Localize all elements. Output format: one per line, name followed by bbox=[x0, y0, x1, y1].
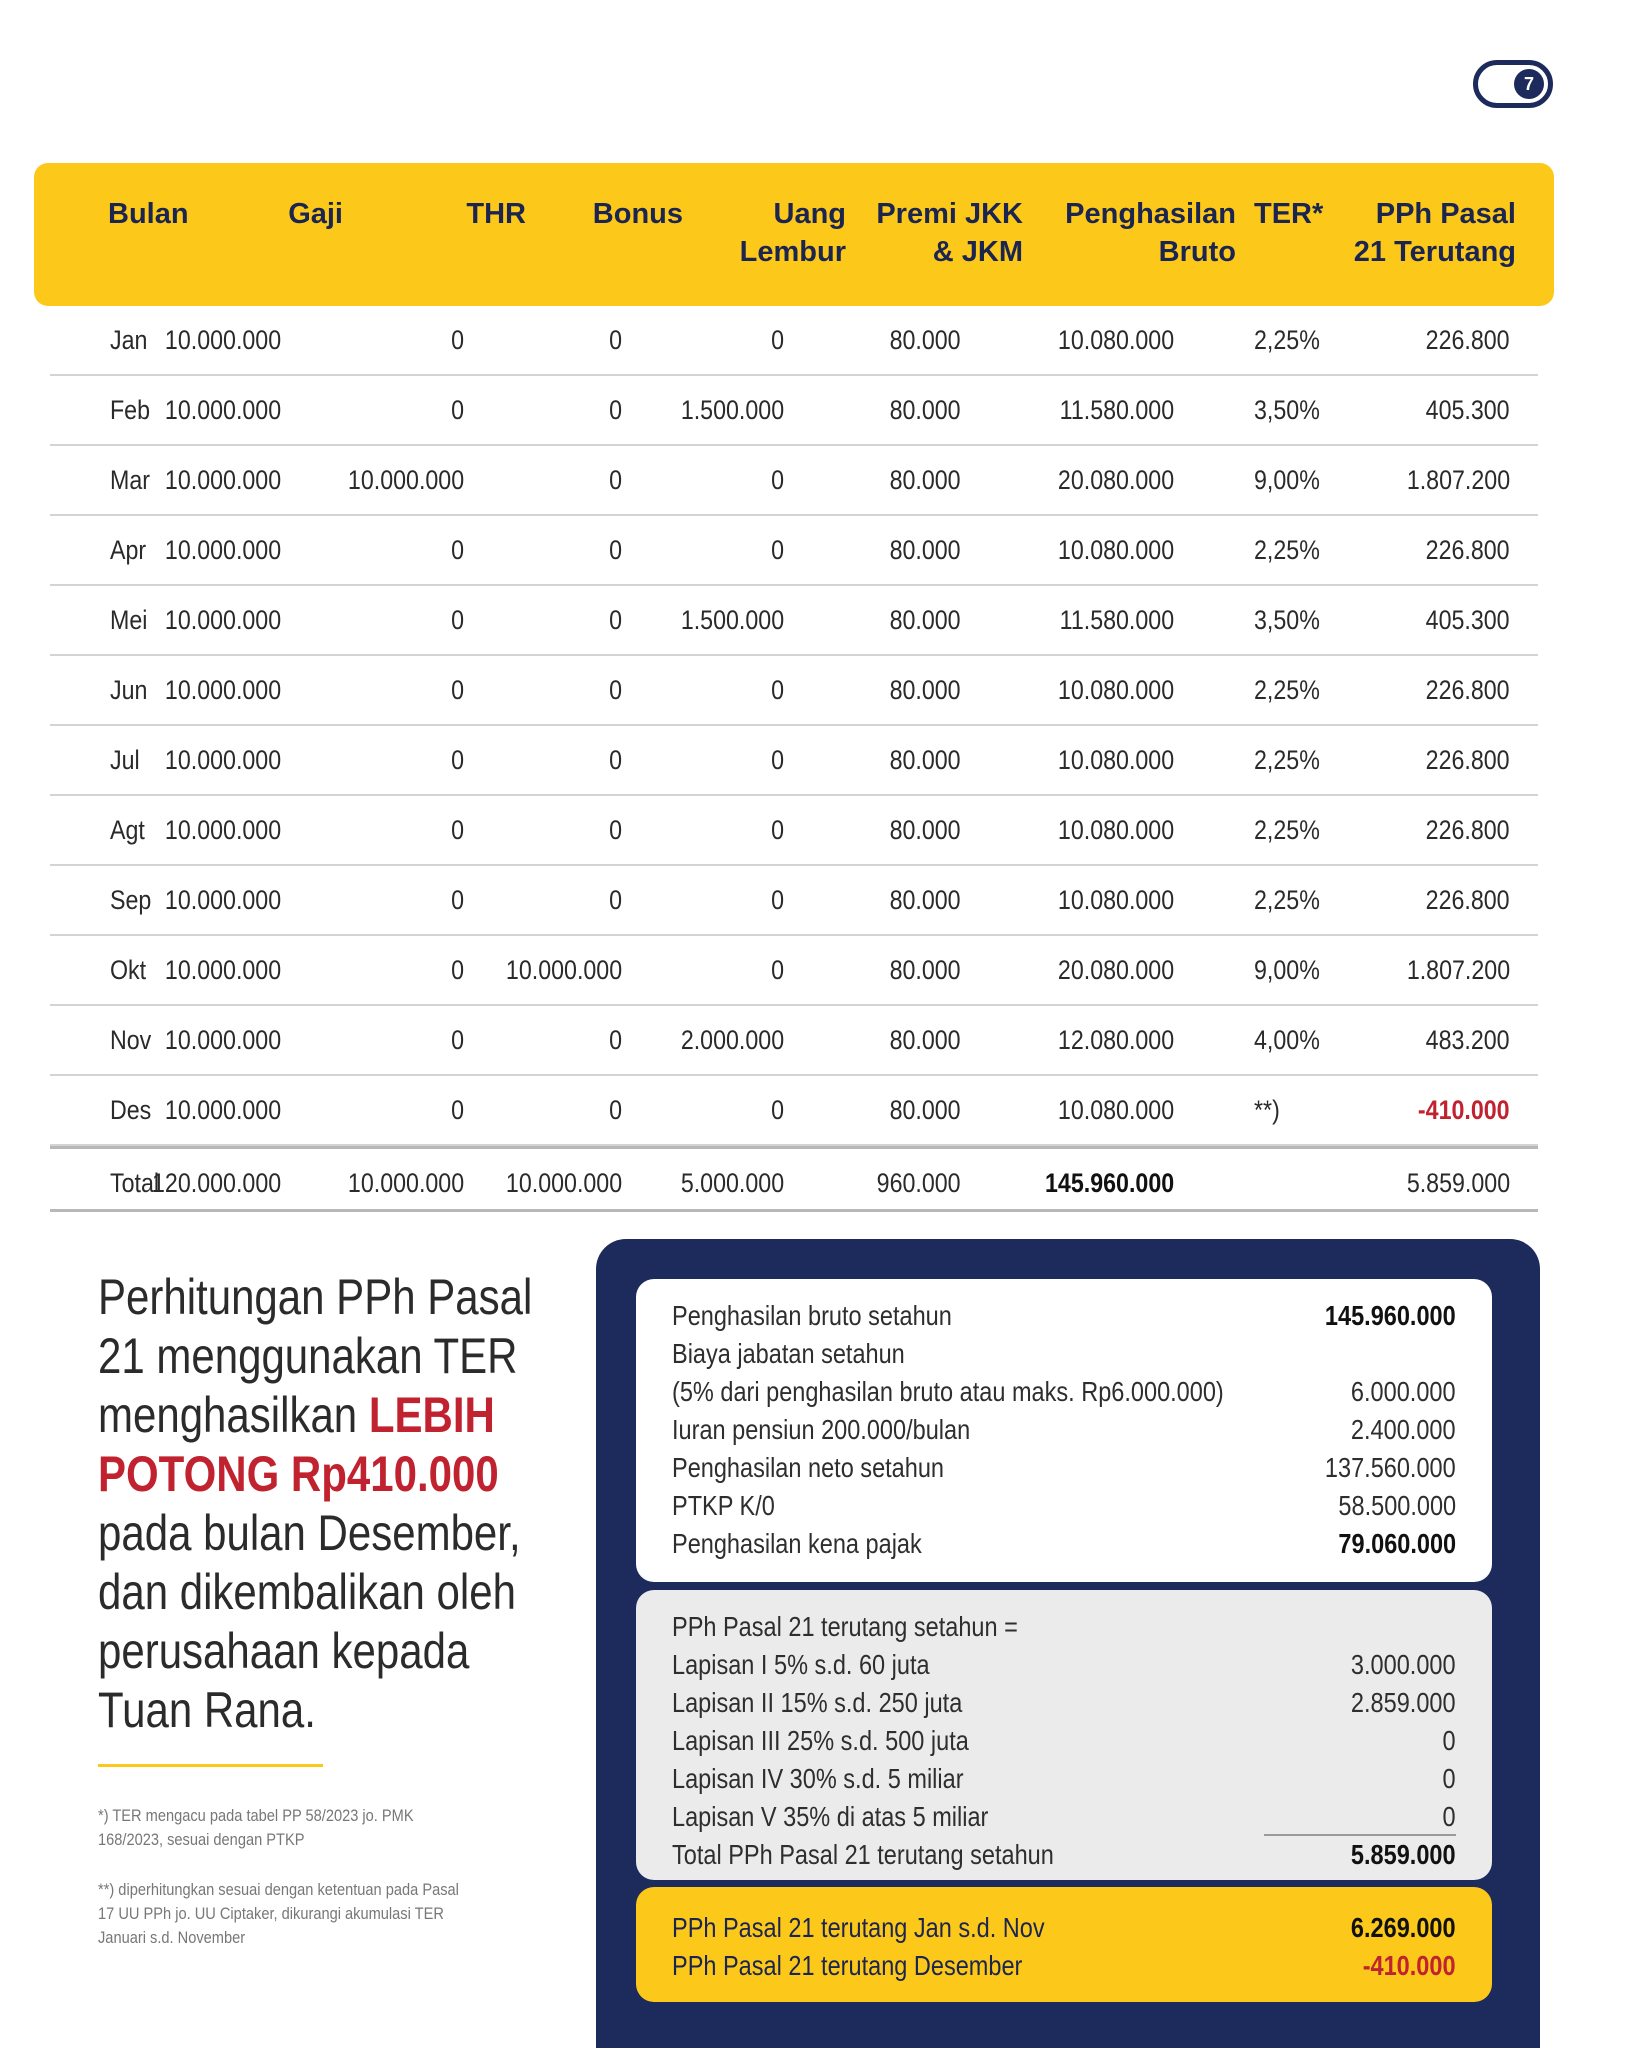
cell-premi: 80.000 bbox=[889, 1025, 961, 1055]
cell-ter: 9,00% bbox=[1254, 955, 1320, 985]
cell-bonus: 10.000.000 bbox=[505, 1168, 622, 1198]
cell-bulan: Jun bbox=[110, 675, 148, 705]
calc-line bbox=[672, 1411, 1456, 1449]
calc-value: 6.000.000 bbox=[1351, 1376, 1456, 1407]
cell-bruto: 10.080.000 bbox=[1057, 325, 1174, 355]
cell-thr: 0 bbox=[451, 955, 464, 985]
table-row bbox=[50, 796, 1538, 866]
calc-line bbox=[672, 1722, 1456, 1760]
calc-line bbox=[672, 1646, 1456, 1684]
cell-thr: 0 bbox=[451, 325, 464, 355]
cell-pph: -410.000 bbox=[1418, 1095, 1510, 1125]
cell-bulan: Jul bbox=[110, 745, 140, 775]
cell-bulan: Des bbox=[110, 1095, 152, 1125]
calc-line bbox=[672, 1947, 1456, 1985]
calc-value: 3.000.000 bbox=[1351, 1649, 1456, 1680]
header-thr: THR bbox=[466, 198, 526, 230]
header-bonus: Bonus bbox=[592, 198, 683, 230]
cell-ter: 2,25% bbox=[1254, 885, 1320, 915]
cell-gaji: 10.000.000 bbox=[164, 535, 281, 565]
cell-pph: 405.300 bbox=[1426, 395, 1510, 425]
page-number-badge bbox=[1473, 60, 1553, 108]
calc-line bbox=[672, 1760, 1456, 1798]
cell-thr: 0 bbox=[451, 745, 464, 775]
cell-lembur: 1.500.000 bbox=[680, 605, 784, 635]
calc-label: PPh Pasal 21 terutang setahun = bbox=[672, 1611, 1018, 1642]
calc-value: 0 bbox=[1442, 1725, 1456, 1756]
calc-value: 0 bbox=[1442, 1801, 1456, 1832]
table-row bbox=[50, 726, 1538, 796]
calc-label: Lapisan V 35% di atas 5 miliar bbox=[672, 1801, 989, 1832]
cell-bruto: 10.080.000 bbox=[1057, 675, 1174, 705]
calc-line bbox=[672, 1525, 1456, 1563]
cell-bonus: 0 bbox=[609, 325, 622, 355]
calc-value: 2.400.000 bbox=[1351, 1414, 1456, 1445]
table-row bbox=[50, 376, 1538, 446]
cell-premi: 80.000 bbox=[889, 325, 961, 355]
cell-gaji: 10.000.000 bbox=[164, 605, 281, 635]
footnote-des: **) diperhitungkan sesuai dengan ketentuan pada Pasal 17 UU PPh jo. UU Ciptaker, dikurangi akumulasi TER Januari s.d. November bbox=[98, 1880, 459, 1947]
cell-bonus: 0 bbox=[609, 675, 622, 705]
cell-pph: 226.800 bbox=[1426, 885, 1510, 915]
cell-pph: 226.800 bbox=[1426, 535, 1510, 565]
cell-ter: 4,00% bbox=[1254, 1025, 1320, 1055]
cell-premi: 80.000 bbox=[889, 745, 961, 775]
cell-lembur: 0 bbox=[771, 325, 784, 355]
cell-bonus: 0 bbox=[609, 815, 622, 845]
cell-gaji: 10.000.000 bbox=[164, 465, 281, 495]
cell-gaji: 10.000.000 bbox=[164, 1095, 281, 1125]
cell-thr: 0 bbox=[451, 395, 464, 425]
cell-gaji: 10.000.000 bbox=[164, 745, 281, 775]
cell-thr: 0 bbox=[451, 675, 464, 705]
header-pph: PPh Pasal 21 Terutang bbox=[1353, 198, 1516, 268]
cell-lembur: 0 bbox=[771, 745, 784, 775]
cell-bonus: 0 bbox=[609, 395, 622, 425]
calc-line bbox=[672, 1487, 1456, 1525]
calc-label: Iuran pensiun 200.000/bulan bbox=[672, 1414, 971, 1445]
header-uang-lembur: Uang Lembur bbox=[739, 198, 846, 268]
calc-card-result bbox=[636, 1887, 1492, 2002]
cell-lembur: 0 bbox=[771, 465, 784, 495]
cell-bulan: Total bbox=[110, 1168, 160, 1198]
cell-lembur: 0 bbox=[771, 885, 784, 915]
table-row bbox=[50, 1076, 1538, 1146]
calc-label: Lapisan I 5% s.d. 60 juta bbox=[672, 1649, 930, 1680]
cell-bruto: 20.080.000 bbox=[1057, 955, 1174, 985]
cell-bruto: 145.960.000 bbox=[1044, 1168, 1174, 1198]
calc-label: Penghasilan bruto setahun bbox=[672, 1300, 952, 1331]
cell-bulan: Feb bbox=[110, 395, 151, 425]
cell-bulan: Apr bbox=[110, 535, 147, 565]
cell-thr: 0 bbox=[451, 605, 464, 635]
cell-gaji: 120.000.000 bbox=[151, 1168, 281, 1198]
cell-bulan: Mar bbox=[110, 465, 150, 495]
cell-ter: 2,25% bbox=[1254, 675, 1320, 705]
cell-ter: 2,25% bbox=[1254, 325, 1320, 355]
cell-ter: **) bbox=[1254, 1095, 1280, 1125]
calc-line bbox=[672, 1836, 1456, 1874]
cell-thr: 0 bbox=[451, 1095, 464, 1125]
calc-label: Penghasilan neto setahun bbox=[672, 1452, 945, 1483]
cell-premi: 960.000 bbox=[877, 1168, 961, 1198]
calc-label: PPh Pasal 21 terutang Desember bbox=[672, 1950, 1023, 1981]
cell-ter: 2,25% bbox=[1254, 535, 1320, 565]
header-ter: TER* bbox=[1254, 198, 1324, 230]
cell-lembur: 0 bbox=[771, 955, 784, 985]
calc-value: 6.269.000 bbox=[1351, 1912, 1456, 1943]
footnote-ter: *) TER mengacu pada tabel PP 58/2023 jo. PMK 168/2023, sesuai dengan PTKP bbox=[98, 1806, 414, 1849]
table-row bbox=[50, 516, 1538, 586]
calc-line bbox=[672, 1335, 1456, 1373]
cell-pph: 5.859.000 bbox=[1406, 1168, 1510, 1198]
calc-value: 79.060.000 bbox=[1338, 1528, 1456, 1559]
cell-bonus: 0 bbox=[609, 885, 622, 915]
calc-line bbox=[672, 1684, 1456, 1722]
cell-bonus: 0 bbox=[609, 1095, 622, 1125]
cell-thr: 0 bbox=[451, 885, 464, 915]
cell-bruto: 12.080.000 bbox=[1057, 1025, 1174, 1055]
calc-value: 137.560.000 bbox=[1325, 1452, 1456, 1483]
cell-bonus: 0 bbox=[609, 745, 622, 775]
cell-bulan: Jan bbox=[110, 325, 148, 355]
calc-label: Penghasilan kena pajak bbox=[672, 1528, 922, 1559]
cell-thr: 10.000.000 bbox=[347, 465, 464, 495]
calc-label: Biaya jabatan setahun bbox=[672, 1338, 905, 1369]
table-body bbox=[50, 306, 1538, 1212]
header-bulan: Bulan bbox=[108, 198, 189, 230]
cell-thr: 0 bbox=[451, 1025, 464, 1055]
lead-divider bbox=[98, 1764, 323, 1767]
calc-line bbox=[672, 1449, 1456, 1487]
cell-bonus: 0 bbox=[609, 605, 622, 635]
cell-bulan: Agt bbox=[110, 815, 145, 845]
cell-pph: 405.300 bbox=[1426, 605, 1510, 635]
table-row bbox=[50, 936, 1538, 1006]
lead-text bbox=[98, 1268, 535, 1740]
cell-premi: 80.000 bbox=[889, 465, 961, 495]
cell-gaji: 10.000.000 bbox=[164, 1025, 281, 1055]
cell-gaji: 10.000.000 bbox=[164, 675, 281, 705]
cell-gaji: 10.000.000 bbox=[164, 955, 281, 985]
calc-label: PPh Pasal 21 terutang Jan s.d. Nov bbox=[672, 1912, 1045, 1943]
cell-pph: 226.800 bbox=[1426, 745, 1510, 775]
cell-ter: 3,50% bbox=[1254, 605, 1320, 635]
lead-part2: pada bulan Desember, dan dikembalikan oleh perusahaan kepada Tuan Rana. bbox=[98, 1505, 521, 1738]
cell-ter: 9,00% bbox=[1254, 465, 1320, 495]
cell-pph: 1.807.200 bbox=[1406, 465, 1510, 495]
cell-bulan: Mei bbox=[110, 605, 148, 635]
cell-bulan: Okt bbox=[110, 955, 147, 985]
calc-label: Total PPh Pasal 21 terutang setahun bbox=[672, 1839, 1054, 1870]
cell-premi: 80.000 bbox=[889, 955, 961, 985]
calc-line bbox=[672, 1297, 1456, 1335]
cell-ter: 2,25% bbox=[1254, 815, 1320, 845]
cell-lembur: 5.000.000 bbox=[680, 1168, 784, 1198]
header-gaji: Gaji bbox=[288, 198, 343, 230]
cell-bruto: 10.080.000 bbox=[1057, 745, 1174, 775]
calc-value: 2.859.000 bbox=[1351, 1687, 1456, 1718]
cell-bruto: 10.080.000 bbox=[1057, 885, 1174, 915]
cell-premi: 80.000 bbox=[889, 815, 961, 845]
cell-premi: 80.000 bbox=[889, 535, 961, 565]
calc-label: Lapisan III 25% s.d. 500 juta bbox=[672, 1725, 969, 1756]
cell-bruto: 10.080.000 bbox=[1057, 535, 1174, 565]
cell-gaji: 10.000.000 bbox=[164, 325, 281, 355]
cell-pph: 226.800 bbox=[1426, 675, 1510, 705]
cell-bonus: 0 bbox=[609, 535, 622, 565]
lead-part1: Perhitungan PPh Pasal 21 menggunakan TER menghasilkan bbox=[98, 1269, 533, 1443]
cell-premi: 80.000 bbox=[889, 395, 961, 425]
calc-card-income bbox=[636, 1279, 1492, 1582]
cell-thr: 10.000.000 bbox=[347, 1168, 464, 1198]
pph-monthly-table bbox=[34, 163, 1554, 1198]
calc-value: -410.000 bbox=[1363, 1950, 1456, 1981]
cell-lembur: 1.500.000 bbox=[680, 395, 784, 425]
table-row bbox=[50, 1006, 1538, 1076]
table-total-row bbox=[50, 1146, 1538, 1212]
calc-label: PTKP K/0 bbox=[672, 1490, 775, 1521]
cell-bonus: 10.000.000 bbox=[505, 955, 622, 985]
cell-pph: 483.200 bbox=[1426, 1025, 1510, 1055]
calc-value: 5.859.000 bbox=[1351, 1839, 1456, 1870]
cell-ter: 2,25% bbox=[1254, 745, 1320, 775]
cell-lembur: 0 bbox=[771, 535, 784, 565]
calc-card-tax-brackets bbox=[636, 1590, 1492, 1880]
cell-bonus: 0 bbox=[609, 465, 622, 495]
calc-line bbox=[672, 1608, 1456, 1646]
lead-highlight: LEBIH POTONG Rp410.000 bbox=[98, 1387, 499, 1502]
table-row bbox=[50, 306, 1538, 376]
cell-pph: 226.800 bbox=[1426, 815, 1510, 845]
table-row bbox=[50, 656, 1538, 726]
table-header bbox=[34, 163, 1554, 306]
cell-bonus: 0 bbox=[609, 1025, 622, 1055]
calc-value: 145.960.000 bbox=[1325, 1300, 1456, 1331]
cell-gaji: 10.000.000 bbox=[164, 395, 281, 425]
sum-divider bbox=[1264, 1834, 1456, 1836]
cell-bulan: Sep bbox=[110, 885, 152, 915]
header-bruto: Penghasilan Bruto bbox=[1065, 198, 1236, 268]
calc-panel bbox=[596, 1239, 1540, 2048]
cell-premi: 80.000 bbox=[889, 605, 961, 635]
table-row bbox=[50, 866, 1538, 936]
cell-premi: 80.000 bbox=[889, 885, 961, 915]
calc-label: (5% dari penghasilan bruto atau maks. Rp6.000.000) bbox=[672, 1376, 1224, 1407]
cell-thr: 0 bbox=[451, 535, 464, 565]
cell-bruto: 20.080.000 bbox=[1057, 465, 1174, 495]
cell-bruto: 11.580.000 bbox=[1059, 605, 1174, 635]
page-number: 7 bbox=[1514, 69, 1544, 99]
cell-lembur: 0 bbox=[771, 815, 784, 845]
calc-line bbox=[672, 1373, 1456, 1411]
header-premi: Premi JKK & JKM bbox=[876, 198, 1023, 268]
cell-gaji: 10.000.000 bbox=[164, 815, 281, 845]
cell-bruto: 10.080.000 bbox=[1057, 815, 1174, 845]
calc-label: Lapisan IV 30% s.d. 5 miliar bbox=[672, 1763, 964, 1794]
cell-bulan: Nov bbox=[110, 1025, 152, 1055]
calc-line bbox=[672, 1798, 1456, 1836]
cell-lembur: 0 bbox=[771, 675, 784, 705]
table-row bbox=[50, 446, 1538, 516]
calc-value: 0 bbox=[1442, 1763, 1456, 1794]
calc-line bbox=[672, 1909, 1456, 1947]
cell-premi: 80.000 bbox=[889, 675, 961, 705]
cell-premi: 80.000 bbox=[889, 1095, 961, 1125]
cell-ter: 3,50% bbox=[1254, 395, 1320, 425]
cell-pph: 1.807.200 bbox=[1406, 955, 1510, 985]
cell-lembur: 0 bbox=[771, 1095, 784, 1125]
cell-bruto: 10.080.000 bbox=[1057, 1095, 1174, 1125]
cell-lembur: 2.000.000 bbox=[680, 1025, 784, 1055]
cell-pph: 226.800 bbox=[1426, 325, 1510, 355]
cell-gaji: 10.000.000 bbox=[164, 885, 281, 915]
cell-thr: 0 bbox=[451, 815, 464, 845]
table-row bbox=[50, 586, 1538, 656]
calc-label: Lapisan II 15% s.d. 250 juta bbox=[672, 1687, 963, 1718]
cell-bruto: 11.580.000 bbox=[1059, 395, 1174, 425]
calc-value: 58.500.000 bbox=[1338, 1490, 1456, 1521]
